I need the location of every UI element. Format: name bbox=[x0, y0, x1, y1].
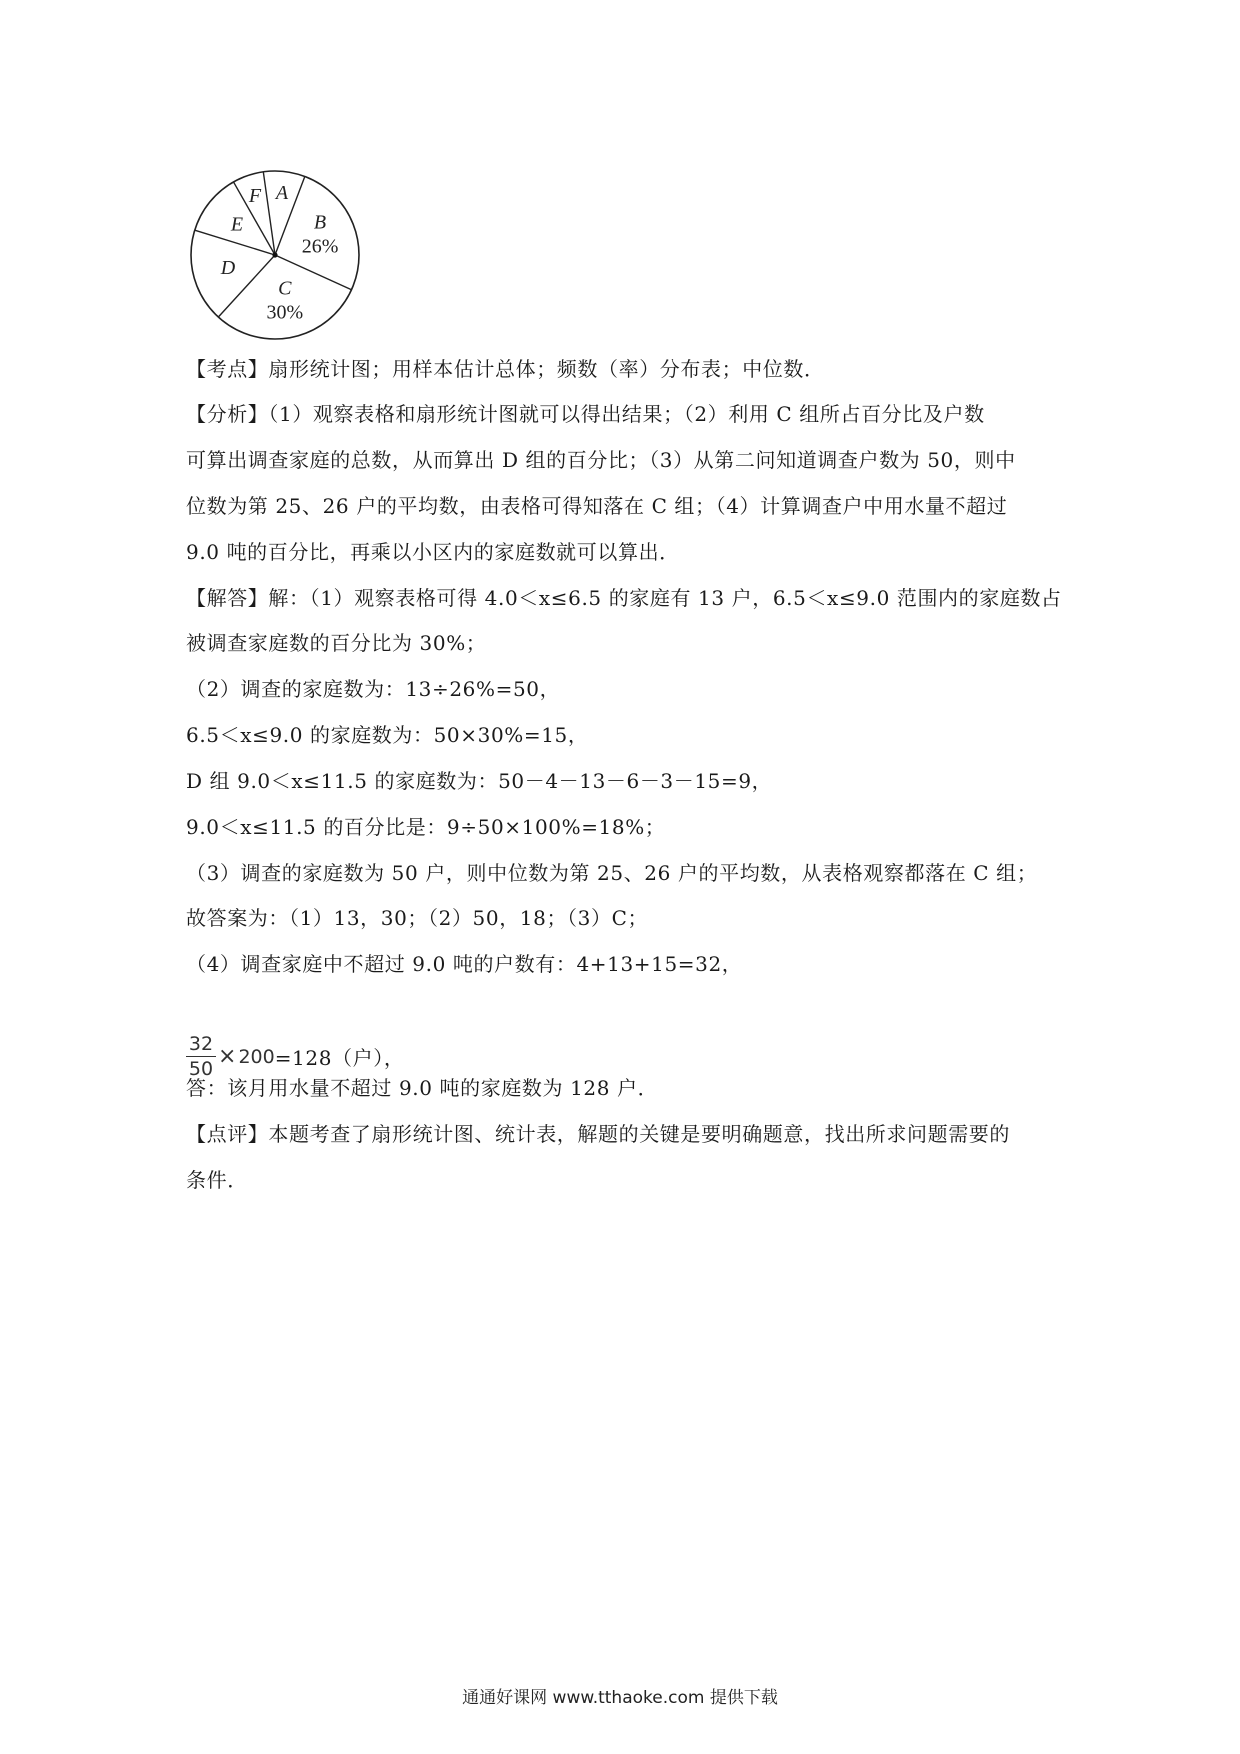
fraction-bar bbox=[186, 1056, 216, 1057]
answer-line-1: 【解答】解：（1）观察表格可得 4.0＜x≤6.5 的家庭有 13 户，6.5＜x≤9.0 范围内的家庭数占 bbox=[186, 586, 1062, 610]
pie-divider-0 bbox=[263, 172, 275, 255]
final-answer-line: 答：该月用水量不超过 9.0 吨的家庭数为 128 户． bbox=[186, 1076, 659, 1100]
answer-line-4: 6.5＜x≤9.0 的家庭数为：50×30%=15， bbox=[186, 723, 589, 747]
pie-percent-b: 26% bbox=[301, 235, 339, 258]
answer-line-2: 被调查家庭数的百分比为 30%； bbox=[186, 631, 487, 655]
multiplier: 200 bbox=[238, 1045, 275, 1068]
pie-chart-svg bbox=[185, 165, 365, 345]
pie-label-e: E bbox=[230, 213, 244, 236]
comment-line-1: 【点评】本题考查了扇形统计图、统计表，解题的关键是要明确题意，找出所求问题需要的 bbox=[186, 1122, 1010, 1146]
pie-label-b: B bbox=[313, 211, 327, 234]
analysis-line-3: 位数为第 25、26 户的平均数，由表格可得知落在 C 组；（4）计算调查户中用水量不超过 bbox=[186, 494, 1008, 518]
pie-center-dot bbox=[272, 252, 277, 257]
analysis-line-1: 【分析】（1）观察表格和扇形统计图就可以得出结果；（2）利用 C 组所占百分比及户数 bbox=[186, 402, 985, 426]
answer-line-5: D 组 9.0＜x≤11.5 的家庭数为：50－4－13－6－3－15=9， bbox=[186, 769, 773, 793]
pie-chart bbox=[185, 165, 365, 345]
analysis-line-2: 可算出调查家庭的总数，从而算出 D 组的百分比；（3）从第二问知道调查户数为 50，则中 bbox=[186, 448, 1016, 472]
pie-label-a: A bbox=[275, 182, 289, 205]
fraction-denominator: 50 bbox=[188, 1058, 214, 1080]
comment-line-2: 条件． bbox=[186, 1168, 248, 1192]
answer-line-7: （3）调查的家庭数为 50 户，则中位数为第 25、26 户的平均数，从表格观察都落在 C 组； bbox=[186, 861, 1038, 885]
analysis-line-4: 9.0 吨的百分比，再乘以小区内的家庭数就可以算出． bbox=[186, 540, 680, 564]
kaodian-line: 【考点】扇形统计图；用样本估计总体；频数（率）分布表；中位数． bbox=[186, 357, 825, 381]
pie-label-d: D bbox=[220, 256, 236, 279]
answer-summary-line: 故答案为：（1）13，30；（2）50，18；（3）C； bbox=[186, 906, 649, 930]
times-sign: × bbox=[218, 1044, 237, 1069]
fraction-result: =128（户）， bbox=[274, 1046, 405, 1070]
pie-percent-c: 30% bbox=[266, 301, 304, 324]
fraction bbox=[186, 1033, 216, 1080]
fraction-expression bbox=[186, 1033, 404, 1080]
footer-text: 通通好课网 www.tthaoke.com 提供下载 bbox=[462, 1688, 778, 1708]
fraction-numerator: 32 bbox=[188, 1033, 214, 1055]
answer-line-6: 9.0＜x≤11.5 的百分比是：9÷50×100%=18%； bbox=[186, 815, 666, 839]
answer-line-8: （4）调查家庭中不超过 9.0 吨的户数有：4+13+15=32， bbox=[186, 952, 743, 976]
pie-label-c: C bbox=[278, 277, 292, 300]
pie-label-f: F bbox=[248, 185, 262, 208]
answer-line-3: （2）调查的家庭数为：13÷26%=50， bbox=[186, 677, 561, 701]
